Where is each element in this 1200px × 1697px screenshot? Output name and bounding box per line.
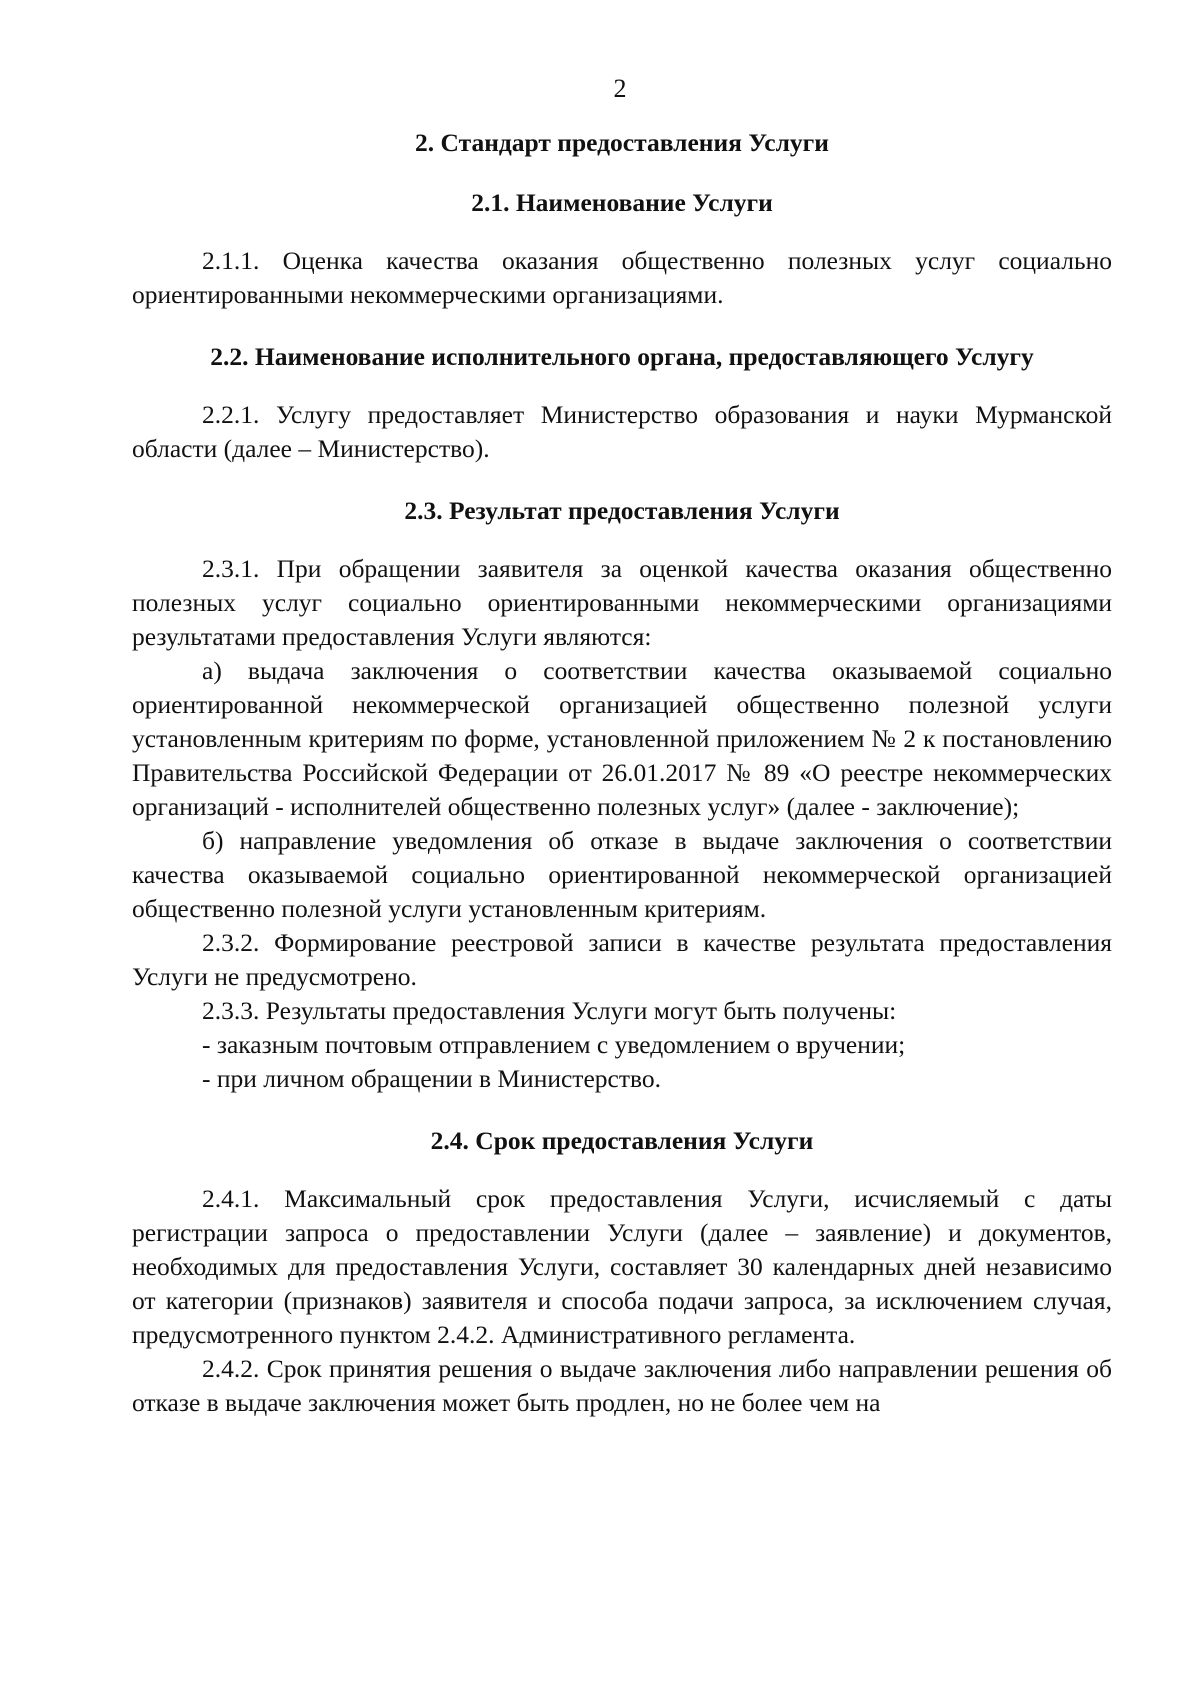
heading-2-1: 2.1. Наименование Услуги	[471, 188, 773, 217]
paragraph-2-4-1: 2.4.1. Максимальный срок предоставления Услуги, исчисляемый с даты регистрации запроса о предоставлении Услуги (далее – заявление) и документов, необходимых для предоставления Услуги, составляет 30 календарных дней независимо от категории (признаков) заявителя и способа подачи запроса, за исключением случая, предусмотренного пунктом 2.4.2. Административного регламента.	[132, 1184, 1112, 1349]
paragraph-2-3-1: 2.3.1. При обращении заявителя за оценкой качества оказания общественно полезных услуг социально ориентированными некоммерческими организациями результатами предоставления Услуги являются:	[132, 554, 1112, 651]
paragraph-2-2-1: 2.2.1. Услугу предоставляет Министерство образования и науки Мурманской области (далее – Министерство).	[132, 400, 1112, 463]
heading-2-4: 2.4. Срок предоставления Услуги	[430, 1126, 814, 1155]
heading-2-2: 2.2. Наименование исполнительного органа, предоставляющего Услугу	[210, 342, 1034, 371]
list-item-mail: - заказным почтовым отправлением с уведомлением о вручении;	[202, 1030, 906, 1059]
paragraph-2-3-1-b: б) направление уведомления об отказе в выдаче заключения о соответствии качества оказываемой социально ориентированной некоммерческой организацией общественно полезной услуги установленным критериям.	[132, 826, 1112, 923]
list-item-in-person: - при личном обращении в Министерство.	[202, 1064, 661, 1093]
section-title: 2. Стандарт предоставления Услуги	[415, 128, 829, 157]
heading-2-3: 2.3. Результат предоставления Услуги	[404, 496, 840, 525]
paragraph-2-1-1: 2.1.1. Оценка качества оказания общественно полезных услуг социально ориентированными некоммерческими организациями.	[132, 246, 1112, 309]
paragraph-2-4-2: 2.4.2. Срок принятия решения о выдаче заключения либо направлении решения об отказе в выдаче заключения может быть продлен, но не более чем на	[132, 1354, 1112, 1417]
document-body	[132, 126, 1112, 1420]
paragraph-2-3-1-a: а) выдача заключения о соответствии качества оказываемой социально ориентированной некоммерческой организацией общественно полезной услуги установленным критериям по форме, установленной приложением № 2 к постановлению Правительства Российской Федерации от 26.01.2017 № 89 «О реестре некоммерческих организаций - исполнителей общественно полезных услуг» (далее - заключение);	[132, 656, 1112, 821]
paragraph-2-3-3: 2.3.3. Результаты предоставления Услуги могут быть получены:	[202, 996, 897, 1025]
paragraph-2-3-2: 2.3.2. Формирование реестровой записи в качестве результата предоставления Услуги не предусмотрено.	[132, 928, 1112, 991]
page-number: 2	[613, 74, 627, 103]
